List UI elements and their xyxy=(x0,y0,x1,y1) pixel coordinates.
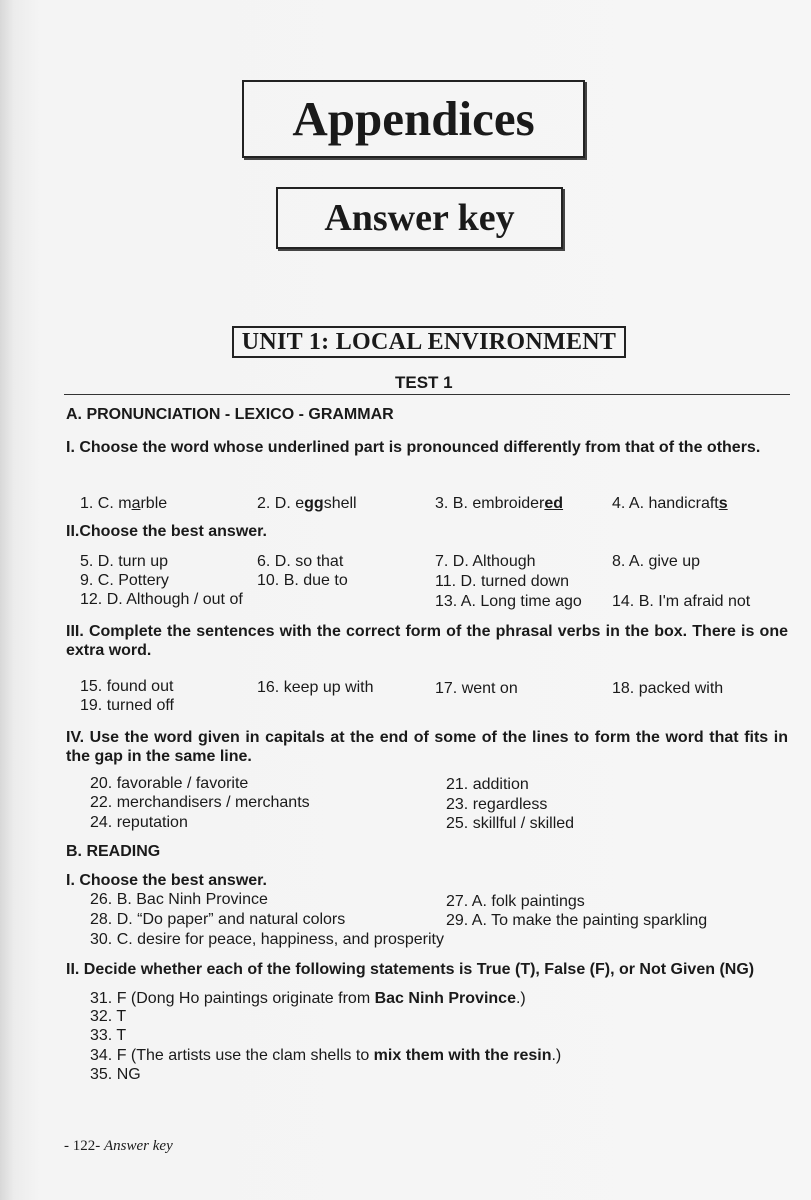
answer-35: 35. NG xyxy=(90,1066,141,1083)
answer-22: 22. merchandisers / merchants xyxy=(90,794,310,811)
answer-19: 19. turned off xyxy=(80,697,174,714)
answer-28: 28. D. “Do paper” and natural colors xyxy=(90,911,346,928)
answer-6: 6. D. so that xyxy=(257,553,344,570)
answer-1: 1. C. marble xyxy=(80,495,168,512)
part-a1-heading: I. Choose the word whose underlined part is pronounced differently from that of the others. xyxy=(66,439,761,456)
part-b2-heading: II. Decide whether each of the following statements is True (T), False (F), or Not Given (NG) xyxy=(66,961,755,978)
answer-4: 4. A. handicrafts xyxy=(612,495,728,512)
answer-29: 29. A. To make the painting sparkling xyxy=(446,912,708,929)
answer-23: 23. regardless xyxy=(446,796,548,813)
answer-3: 3. B. embroidered xyxy=(435,495,564,512)
unit-title: UNIT 1: LOCAL ENVIRONMENT xyxy=(232,326,626,358)
answer-17: 17. went on xyxy=(435,680,518,697)
answer-33: 33. T xyxy=(90,1027,127,1044)
section-b-heading: B. READING xyxy=(66,843,161,860)
part-a2-heading: II.Choose the best answer. xyxy=(66,523,267,540)
answer-21: 21. addition xyxy=(446,776,529,793)
answer-20: 20. favorable / favorite xyxy=(90,775,249,792)
answer-34: 34. F (The artists use the clam shells to mix them with the resin.) xyxy=(90,1047,562,1064)
answer-2: 2. D. eggshell xyxy=(257,495,357,512)
divider xyxy=(64,394,790,395)
answer-16: 16. keep up with xyxy=(257,679,374,696)
answer-25: 25. skillful / skilled xyxy=(446,815,575,832)
page-subtitle: Answer key xyxy=(276,187,563,249)
answer-10: 10. B. due to xyxy=(257,572,348,589)
part-a4-heading: IV. Use the word given in capitals at the end of some of the lines to form the word that fits in the gap in the same line. xyxy=(66,729,788,765)
answer-12: 12. D. Although / out of xyxy=(80,591,243,608)
section-a-heading: A. PRONUNCIATION - LEXICO - GRAMMAR xyxy=(66,406,394,423)
answer-31: 31. F (Dong Ho paintings originate from Bac Ninh Province.) xyxy=(90,990,526,1007)
answer-15: 15. found out xyxy=(80,678,174,695)
page-footer xyxy=(64,1138,173,1155)
answer-9: 9. C. Pottery xyxy=(80,572,169,589)
page-number: - 122- xyxy=(64,1138,104,1154)
answer-27: 27. A. folk paintings xyxy=(446,893,585,910)
answer-24: 24. reputation xyxy=(90,814,188,831)
answer-14: 14. B. I'm afraid not xyxy=(612,593,751,610)
answer-7: 7. D. Although xyxy=(435,553,536,570)
answer-8: 8. A. give up xyxy=(612,553,701,570)
part-a3-heading: III. Complete the sentences with the correct form of the phrasal verbs in the box. There is one extra word. xyxy=(66,623,788,659)
answer-30: 30. C. desire for peace, happiness, and prosperity xyxy=(90,931,444,948)
answer-18: 18. packed with xyxy=(612,680,724,697)
test-title: TEST 1 xyxy=(395,373,453,392)
page-title: Appendices xyxy=(242,80,585,158)
answer-13: 13. A. Long time ago xyxy=(435,593,582,610)
footer-label: Answer key xyxy=(104,1138,173,1154)
answer-5: 5. D. turn up xyxy=(80,553,169,570)
part-b1-heading: I. Choose the best answer. xyxy=(66,872,267,889)
answer-26: 26. B. Bac Ninh Province xyxy=(90,891,268,908)
answer-32: 32. T xyxy=(90,1008,127,1025)
answer-11: 11. D. turned down xyxy=(435,573,570,590)
